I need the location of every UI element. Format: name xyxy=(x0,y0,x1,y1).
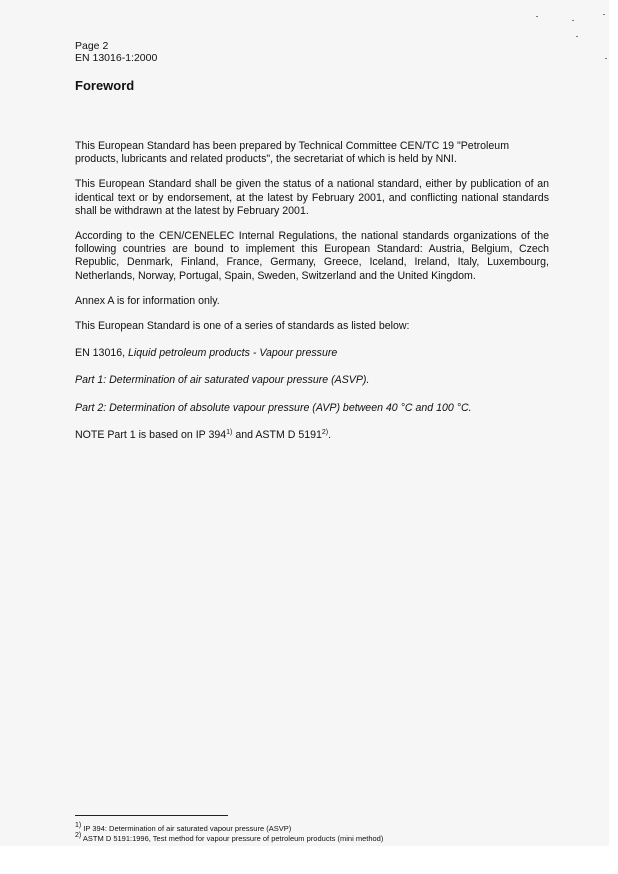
paragraph-annex: Annex A is for information only. xyxy=(75,294,220,307)
footnote-2-marker: 2) xyxy=(75,832,82,839)
section-title: Foreword xyxy=(75,78,135,93)
part-1-title: Part 1: Determination of air saturated vapour pressure (ASVP). xyxy=(75,374,370,387)
page-number: Page 2 xyxy=(75,40,109,52)
note-text-b: and ASTM D 5191 xyxy=(232,428,322,441)
note-text-c: . xyxy=(328,428,332,441)
footnote-ref-1: 1) xyxy=(226,428,233,436)
page-header xyxy=(75,40,157,64)
note xyxy=(75,429,549,442)
paragraph-committee: This European Standard has been prepared by Technical Committee CEN/TC 19 "Petroleum products, lubricants and related products", the secretariat of which is held by NNI. xyxy=(75,140,510,166)
footnote-1-text: IP 394: Determination of air saturated vapour pressure (ASVP) xyxy=(81,824,292,833)
series-part-2 xyxy=(75,402,549,415)
scan-speck xyxy=(572,20,574,21)
scan-speck xyxy=(605,58,607,59)
footnotes xyxy=(75,824,383,844)
document-id: EN 13016-1:2000 xyxy=(75,52,158,64)
series-name: Liquid petroleum products - Vapour pressure xyxy=(128,347,338,360)
footnote-2 xyxy=(75,834,383,844)
paragraph-status: This European Standard shall be given the status of a national standard, either by publication of an identical text or by endorsement, at the latest by February 2001, and conflicting national standards shall be withdrawn at the latest by February 2001. xyxy=(75,178,549,217)
paragraph-series: This European Standard is one of a series of standards as listed below: xyxy=(75,320,410,333)
footnote-1 xyxy=(75,824,383,834)
paragraph-countries: According to the CEN/CENELEC Internal Regulations, the national standards organizations of the following countries are bound to implement this European Standard: Austria, Belgium, Czech Republic, Denmark, Finland, France, Germany, Greece, Iceland, Ireland, Italy, Luxembourg, Netherlands, Norway, Portugal, Spain, Sweden, Switzerland and the United Kingdom. xyxy=(75,230,549,282)
series-prefix: EN 13016, xyxy=(75,347,129,360)
part-2-title: Part 2: Determination of absolute vapour pressure (AVP) between 40 °C and 100 °C. xyxy=(75,401,472,414)
scan-speck xyxy=(576,36,578,37)
scan-speck xyxy=(603,14,605,15)
note-text-a: NOTE Part 1 is based on IP 394 xyxy=(75,428,227,441)
footnote-1-marker: 1) xyxy=(75,822,82,829)
scan-speck xyxy=(536,16,538,17)
footnote-2-text: ASTM D 5191:1996, Test method for vapour pressure of petroleum products (mini method) xyxy=(81,834,384,843)
footnote-divider xyxy=(75,815,228,816)
foreword-body xyxy=(75,140,549,456)
footnote-ref-2: 2) xyxy=(321,428,329,436)
series-title xyxy=(75,347,549,360)
series-part-1 xyxy=(75,374,549,387)
